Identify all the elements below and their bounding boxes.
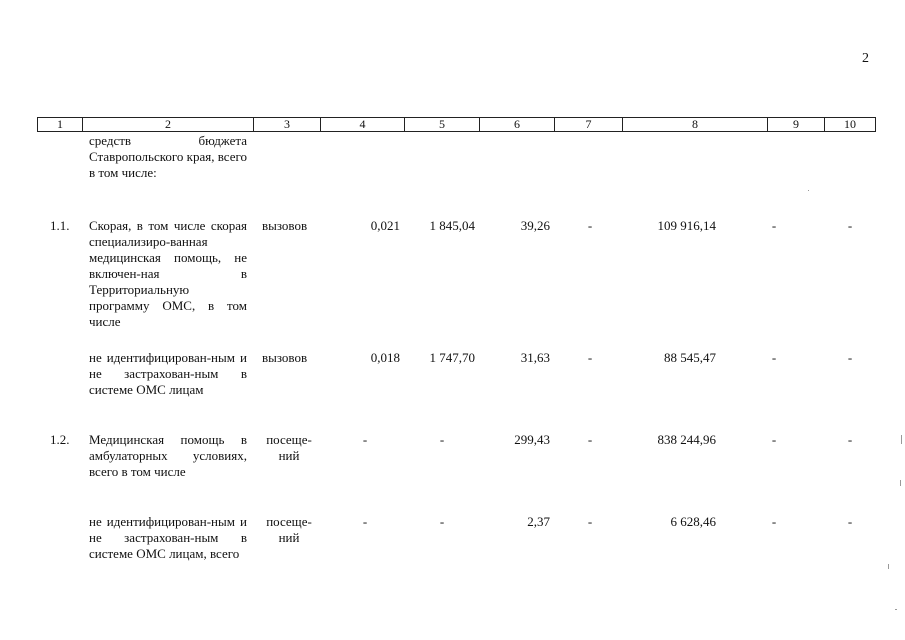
header-col-5: 5 [405,118,480,131]
row-col-9: - [771,514,777,529]
header-col-1: 1 [38,118,83,131]
scan-artifact [888,564,889,569]
row-col-9: - [771,350,777,365]
row-col-9: - [771,432,777,447]
row-col-10: - [847,350,853,365]
header-col-2: 2 [83,118,254,131]
row-col-6: 299,43 [514,432,550,447]
row-unit: посеще-ний [266,432,312,463]
row-description: Медицинская помощь в амбулаторных условиях, всего в том числе [89,432,247,479]
row-col-6: 31,63 [520,350,550,365]
scan-artifact [900,480,901,486]
row-col-10: - [847,432,853,447]
row-col-9: - [771,218,777,233]
row-description: не идентифицирован-ным и не застрахован-ным в системе ОМС лицам, всего [89,514,247,561]
intro-text: средств бюджета Ставропольского края, всего в том числе: [89,133,247,180]
scan-artifact [901,435,902,444]
row-description: не идентифицирован-ным и не застрахован-ным в системе ОМС лицам [89,350,247,397]
scan-artifact [895,609,897,610]
header-col-6: 6 [480,118,555,131]
header-col-8: 8 [623,118,768,131]
row-col-8: 838 244,96 [657,432,716,447]
header-col-3: 3 [254,118,321,131]
row-col-6: 39,26 [520,218,550,233]
row-col-4: - [362,432,368,447]
row-col-7: - [587,432,593,447]
header-col-10: 10 [844,117,856,131]
row-col-10: - [847,218,853,233]
row-col-4: 0,021 [370,218,400,233]
row-unit: вызовов [262,218,308,233]
row-unit: посеще-ний [266,514,312,545]
header-col-4: 4 [321,118,405,131]
row-col-7: - [587,350,593,365]
row-col-10: - [847,514,853,529]
row-col-8: 109 916,14 [657,218,716,233]
header-col-7: 7 [555,118,623,131]
row-col-5: - [439,514,445,529]
row-unit: вызовов [262,350,308,365]
page-number: 2 [862,51,869,66]
row-col-5: 1 845,04 [429,218,475,233]
row-col-7: - [587,514,593,529]
row-col-4: 0,018 [370,350,400,365]
row-col-5: 1 747,70 [429,350,475,365]
row-description: Скорая, в том числе скорая специализиро-ванная медицинская помощь, не включен-ная в Территориальную программу ОМС, в том числе [89,218,247,329]
row-col-4: - [362,514,368,529]
row-col-5: - [439,432,445,447]
scan-artifact [808,190,809,191]
row-number: 1.2. [50,432,70,447]
row-col-8: 88 545,47 [664,350,716,365]
header-col-9: 9 [768,118,825,131]
row-col-8: 6 628,46 [670,514,716,529]
row-number: 1.1. [50,218,70,233]
table-header [37,117,876,132]
row-col-6: 2,37 [527,514,550,529]
row-col-7: - [587,218,593,233]
